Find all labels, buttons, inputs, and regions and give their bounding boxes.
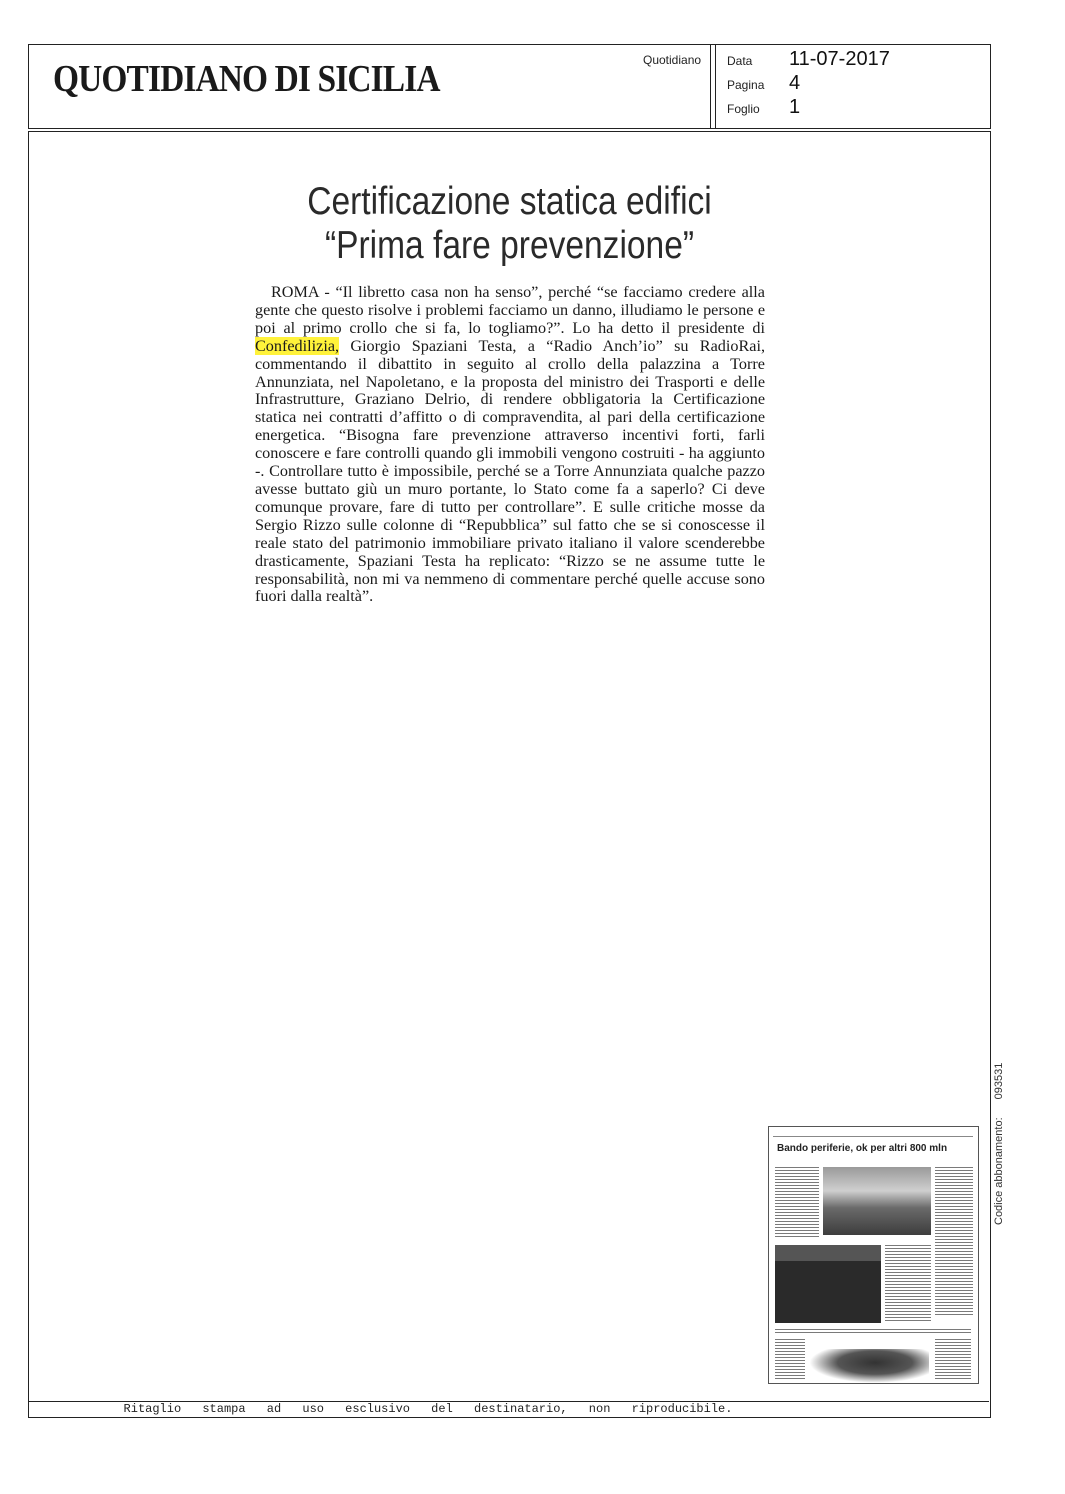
meta-label-data: Data bbox=[727, 54, 753, 68]
thumbnail-text-column bbox=[775, 1167, 819, 1237]
meta-value-foglio: 1 bbox=[789, 96, 801, 118]
thumbnail-header-rule bbox=[773, 1130, 973, 1137]
meta-label-foglio: Foglio bbox=[727, 102, 760, 116]
thumbnail-map bbox=[809, 1349, 929, 1383]
subscription-code-label: Codice abbonamento: bbox=[993, 1117, 1005, 1225]
highlighted-keyword: Confedilizia, bbox=[255, 336, 340, 355]
thumbnail-banner bbox=[775, 1329, 971, 1335]
article-body bbox=[255, 284, 765, 606]
meta-value-data: 11-07-2017 bbox=[789, 48, 890, 70]
periodicity-label: Quotidiano bbox=[643, 53, 702, 67]
thumbnail-title: Bando periferie, ok per altri 800 mln bbox=[777, 1143, 948, 1154]
thumbnail-text-column bbox=[935, 1339, 971, 1379]
subscription-code bbox=[993, 1063, 1005, 1225]
header-frame bbox=[28, 44, 991, 129]
meta-value-pagina: 4 bbox=[789, 72, 801, 94]
clipping-frame bbox=[28, 131, 991, 1418]
article-text-start: ROMA - “Il libretto casa non ha senso”, perché “se facciamo credere alla gente che questo risolve i problemi facciamo un danno, illudiamo le persone e poi al primo crollo che si fa, lo togliamo?”. Lo ha detto il presidente di bbox=[255, 283, 765, 337]
footer-disclaimer: Ritaglio stampa ad uso esclusivo del destinatario, non riproducibile. bbox=[123, 1402, 733, 1416]
article-text-end: Giorgio Spaziani Testa, a “Radio Anch’io” su RadioRai, commentando il dibattito in seguito al crollo della palazzina a Torre Annunziata, nel Napoletano, e la proposta del ministro dei Trasporti e delle Infrastrutture, Graziano Delrio, di rendere obbligatoria la Certificazione statica nei contratti d’affitto o di compravendita, al pari della certificazione energetica. “Bisogna fare prevenzione attraverso incentivi forti, farli conoscere e fare controlli quando gli immobili vengono costruiti - ha aggiunto -. Controllare tutto è impossibile, perché se a Torre Annunziata qualche pazzo avesse buttato giù un muro portante, lo Stato come fa a saperlo? Ci deve comunque provare, fare di tutto per controllare”. E sulle critiche mosse da Sergio Rizzo sulle colonne di “Repubblica” sul fatto che se si conoscesse il reale stato del patrimonio immobiliare privato italiano il valore scenderebbe drasticamente, Spaziani Testa ha replicato: “Rizzo se ne assume tutte le responsabilità, non mi va nemmeno di commentare perché quelle accuse sono fuori dalla realtà”. bbox=[255, 336, 765, 606]
thumbnail-photo bbox=[823, 1167, 931, 1235]
footer bbox=[28, 1401, 989, 1416]
meta-label-pagina: Pagina bbox=[727, 78, 765, 92]
thumbnail-text-column bbox=[775, 1339, 805, 1379]
thumbnail-text-column bbox=[885, 1245, 931, 1323]
headline-line-1: Certificazione statica edifici bbox=[307, 180, 712, 223]
thumbnail-dark-box-header bbox=[775, 1245, 881, 1261]
header-divider bbox=[715, 45, 716, 128]
subscription-code-value: 093531 bbox=[993, 1062, 1005, 1100]
article-headline bbox=[29, 180, 990, 268]
article-paragraph bbox=[255, 284, 765, 606]
thumbnail-text-column bbox=[935, 1167, 973, 1317]
headline-line-2: “Prima fare prevenzione” bbox=[324, 224, 695, 267]
newspaper-masthead: QUOTIDIANO DI SICILIA bbox=[53, 58, 440, 100]
header-divider bbox=[710, 45, 711, 128]
page-thumbnail bbox=[768, 1126, 979, 1384]
